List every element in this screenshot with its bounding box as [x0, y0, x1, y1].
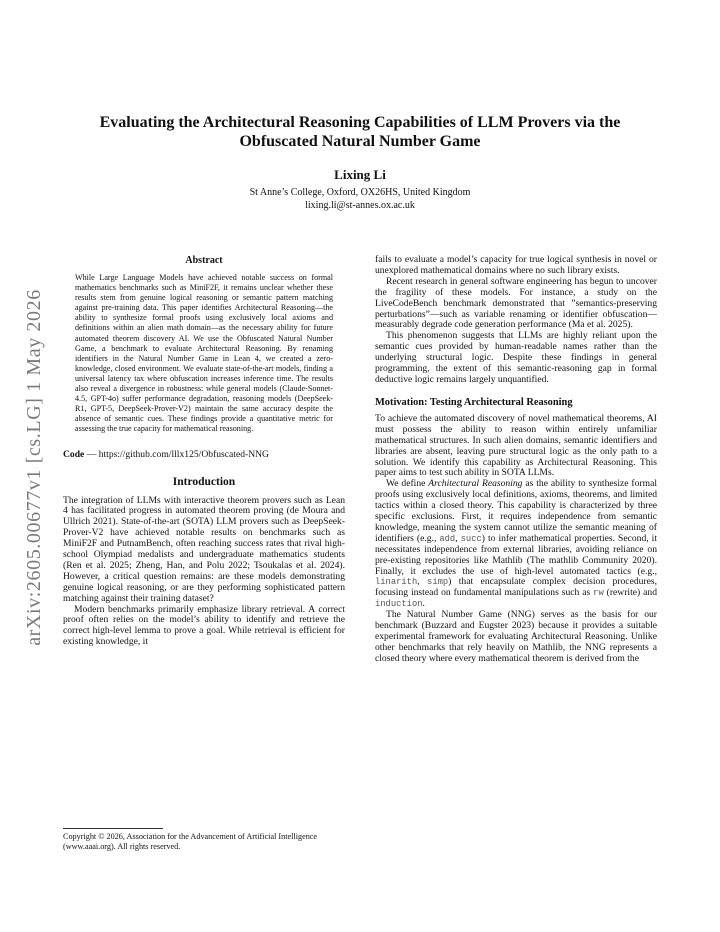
arxiv-id: arXiv:2605.00677v1 [cs.LG] 1 May 2026: [22, 288, 45, 646]
abstract-heading: Abstract: [185, 255, 223, 266]
code-simp: simp: [427, 577, 449, 588]
arxiv-stamp: [20, 262, 48, 672]
author-email: lixing.li@st-annes.ox.ac.uk: [305, 200, 415, 211]
introduction-heading: Introduction: [172, 475, 236, 488]
term-architectural-reasoning: Architectural Reasoning: [428, 478, 523, 490]
code-label: Code: [63, 448, 85, 460]
intro-paragraph-1: The integration of LLMs with interactive theorem provers such as Lean 4 has facilitated progress in automated theorem proving (de Moura and Ullrich 2021). State-of-the-art (SOTA) LLM provers such as DeepSeek-Prover-V2 have achieved notable results on benchmarks such as MiniF2F and PutnamBench, often reaching success rates that rival high-school Olympiad medalists and undergraduate mathematics students (Ren et al. 2025; Zheng, Han, and Polu 2022; Tsoukalas et al. 2024). However, a critical question remains: are these models demonstrating genuine logical reasoning, or are they performing sophisticated pattern matching against their training dataset?: [63, 494, 345, 604]
code-linarith: linarith: [375, 577, 418, 588]
paper-title: Evaluating the Architectural Reasoning Capabilities of LLM Provers via the Obfuscated Natural Number Game: [99, 114, 621, 150]
abstract-text: While Large Language Models have achieved notable success on formal mathematics benchmarks such as MiniF2F, it remains unclear whether these results stem from genuine logical reasoning or semantic pattern matching against pre-training data. This paper identifies Architectural Reasoning—the ability to synthesize formal proofs using exclusively local axioms and definitions within an alien math domain—as the necessary ability for future automated theorem discovery AI. We use the Obfuscated Natural Number Game, a benchmark to evaluate Architectural Reasoning. By renaming identifiers in the Natural Number Game in Lean 4, we created a zero-knowledge, closed environment. We evaluate state-of-the-art models, finding a universal latency tax where obfuscation increases inference time. The results also reveal a divergence in robustness: while general models (Claude-Sonnet-4.5, GPT-4o) suffer performance degradation, reasoning models (DeepSeek-R1, GPT-5, DeepSeek-Prover-V2) maintain the same accuracy despite the absence of semantic cues. These findings provide a quantitative metric for assessing the true capacity for mathematical reasoning.: [75, 273, 333, 434]
left-column: [63, 255, 345, 648]
motivation-paragraph-2: We define Architectural Reasoning as the ability to synthesize formal proofs using exclusively local definitions, axioms, theorems, and limited tactics within a closed theory. This capability is characterized by three specific exclusions. First, it requires independence from semantic knowledge, meaning the system cannot utilize the semantic meaning of identifiers (e.g., add, succ) to infer mathematical properties. Second, it necessitates independence from external libraries, avoiding reliance on pre-existing repositories like Mathlib (The mathlib Community 2020). Finally, it excludes the use of high-level automated tactics (e.g., linarith, simp) that encapsulate complex decision procedures, focusing instead on fundamental manipulations such as rw (rewrite) and induction.: [375, 478, 658, 610]
code-line: [63, 449, 345, 460]
right-column: [375, 255, 657, 665]
motivation-paragraph-3: The Natural Number Game (NNG) serves as the basis for our benchmark (Buzzard and Eugster 2023) because it provides a suitable experimental framework for evaluating Architectural Reasoning. Unlike other benchmarks that rely heavily on Mathlib, the NNG represents a closed theory where every mathematical theorem is derived from the: [375, 609, 657, 664]
intro-paragraph-2: Modern benchmarks primarily emphasize library retrieval. A correct proof often relies on the model’s ability to identify and retrieve the correct high-level lemma to prove a goal. While retrieval is efficient for existing knowledge, it: [63, 603, 345, 648]
copyright-text: Copyright © 2026, Association for the Advancement of Artificial Intelligence (www.aaai.org). All rights reserved.: [63, 832, 318, 851]
author-affiliation: St Anne’s College, Oxford, OX26HS, United Kingdom: [249, 187, 471, 198]
footnote-rule: [63, 828, 163, 829]
right-paragraph-2: Recent research in general software engineering has begun to uncover the fragility of these models. For instance, a study on the LiveCodeBench benchmark demonstrated that ”semantics-preserving perturbations”—such as variable renaming or identifier obfuscation—measurably degrade code generation performance (Ma et al. 2025).: [375, 275, 657, 331]
code-link[interactable]: — https://github.com/lllx125/Obfuscated-NNG: [84, 448, 269, 460]
copyright-footnote: [63, 828, 345, 852]
code-add: add: [439, 533, 456, 544]
motivation-paragraph-1: To achieve the automated discovery of novel mathematical theorems, AI must possess the ability to reason within entirely unfamiliar mathematical structures. In such alien domains, semantic identifiers and libraries are absent, leaving pure structural logic as the only path to a solution. We identify this capability as Architectural Reasoning. This paper aims to test such ability in SOTA LLMs.: [375, 412, 657, 479]
right-paragraph-1: fails to evaluate a model’s capacity for true logical synthesis in novel or unexplored mathematical domains where no such library exists.: [375, 254, 657, 276]
code-induction: induction: [375, 599, 423, 610]
author-name: Lixing Li: [334, 167, 386, 182]
code-succ: succ: [460, 533, 482, 544]
code-rw: rw: [593, 588, 604, 599]
right-paragraph-3: This phenomenon suggests that LLMs are highly reliant upon the semantic cues provided by human-readable names rather than the underlying structural logic. Despite these findings in general programming, the extent of this semantic-reasoning gap in formal deductive logic remains largely unquantified.: [375, 330, 657, 385]
motivation-heading: Motivation: Testing Architectural Reasoning: [375, 396, 573, 408]
